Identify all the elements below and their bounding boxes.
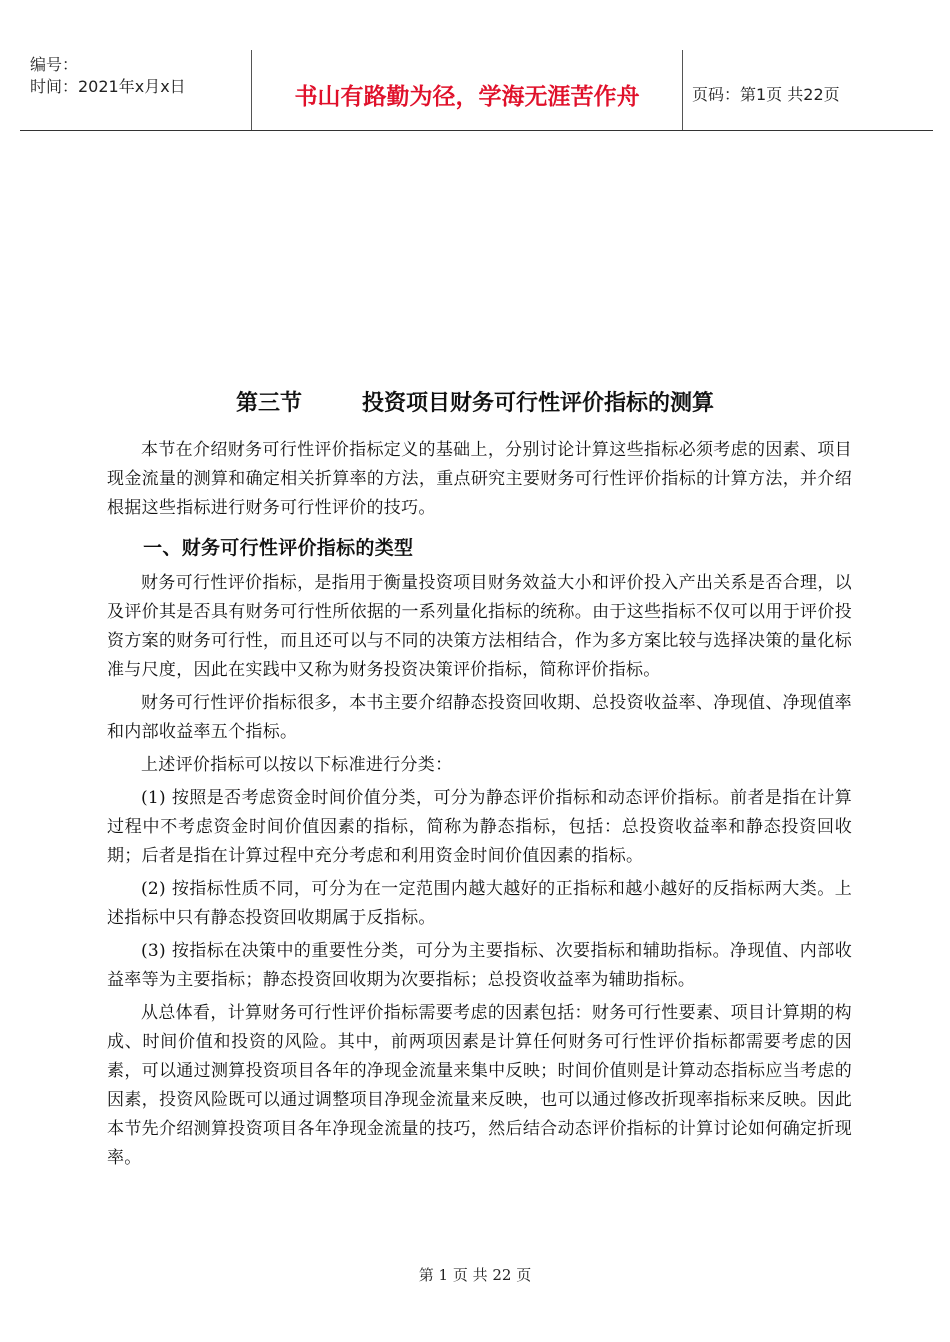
section-heading: 一、财务可行性评价指标的类型 <box>143 537 414 559</box>
body-paragraph: 上述评价指标可以按以下标准进行分类： <box>141 755 453 775</box>
list-paragraph: (2) 按指标性质不同，可分为在一定范围内越大越好的正指标和越小越好的反指标两大类。上述指标中只有静态投资回收期属于反指标。 <box>107 879 852 928</box>
body-paragraph: 从总体看，计算财务可行性评价指标需要考虑的因素包括：财务可行性要素、项目计算期的构成、时间价值和投资的风险。其中，前两项因素是计算任何财务可行性评价指标都需要考虑的因素，可以通过测算投资项目各年的净现金流量来集中反映；时间价值则是计算动态指标应当考虑的因素，投资风险既可以通过调整项目净现金流量来反映，也可以通过修改折现率指标来反映。因此本节先介绍测算投资项目各年净现金流量的技巧，然后结合动态评价指标的计算讨论如何确定折现率。 <box>107 1003 852 1168</box>
list-paragraph: (3) 按指标在决策中的重要性分类，可分为主要指标、次要指标和辅助指标。净现值、内部收益率等为主要指标；静态投资回收期为次要指标；总投资收益率为辅助指标。 <box>107 941 852 990</box>
body-paragraph: 财务可行性评价指标，是指用于衡量投资项目财务效益大小和评价投入产出关系是否合理，以及评价其是否具有财务可行性所依据的一系列量化指标的统称。由于这些指标不仅可以用于评价投资方案的财务可行性，而且还可以与不同的决策方法相结合，作为多方案比较与选择决策的量化标准与尺度，因此在实践中又称为财务投资决策评价指标，简称评价指标。 <box>107 573 852 680</box>
section-title-text: 投资项目财务可行性评价指标的测算 <box>362 391 715 416</box>
page-header <box>20 50 933 131</box>
body-paragraph: 财务可行性评价指标很多，本书主要介绍静态投资回收期、总投资收益率、净现值、净现值率和内部收益率五个指标。 <box>107 693 852 742</box>
section-title <box>0 386 950 417</box>
intro-paragraph: 本节在介绍财务可行性评价指标定义的基础上，分别讨论计算这些指标必须考虑的因素、项目现金流量的测算和确定相关折算率的方法，重点研究主要财务可行性评价指标的计算方法，并介绍根据这些指标进行财务可行性评价的技巧。 <box>107 440 852 518</box>
page-footer: 第 1 页 共 22 页 <box>418 1266 532 1284</box>
serial-label: 编号： <box>30 55 79 74</box>
header-page-info: 页码：第1页 共22页 <box>692 85 840 104</box>
document-body <box>107 436 852 1177</box>
section-number: 第三节 <box>235 391 302 416</box>
list-paragraph: (1) 按照是否考虑资金时间价值分类，可分为静态评价指标和动态评价指标。前者是指在计算过程中不考虑资金时间价值因素的指标，简称为静态指标，包括：总投资收益率和静态投资回收期；后者是指在计算过程中充分考虑和利用资金时间价值因素的指标。 <box>107 788 852 866</box>
header-motto: 书山有路勤为径，学海无涯苦作舟 <box>294 84 640 110</box>
header-divider <box>682 50 683 130</box>
time-label: 时间：2021年x月x日 <box>30 77 186 96</box>
header-meta <box>30 54 186 98</box>
